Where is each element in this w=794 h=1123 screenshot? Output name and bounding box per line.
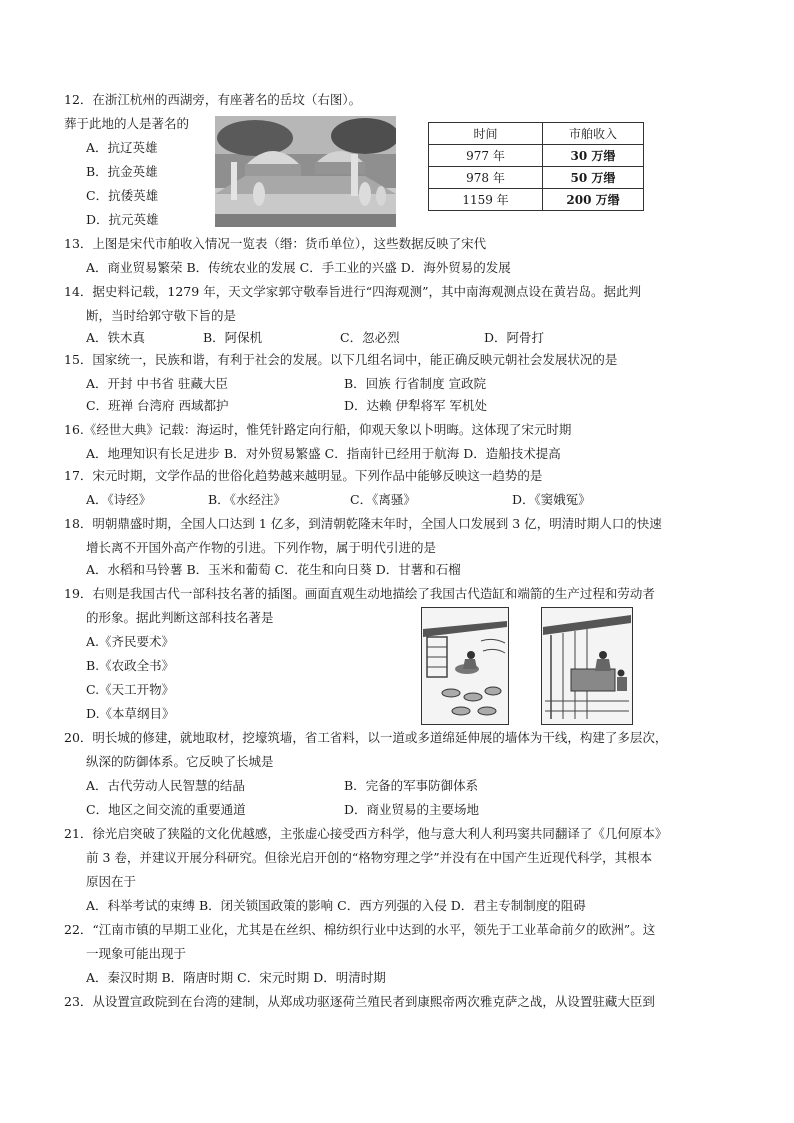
q19-stem-2: 的形象。据此判断这部科技名著是 [86, 610, 274, 625]
q23-stem: 23．从设置宣政院到在台湾的建制，从郑成功驱逐荷兰殖民者到康熙帝两次雅克萨之战，从设置驻藏大臣到 [64, 994, 655, 1009]
q21-stem-3: 原因在于 [86, 874, 137, 889]
q19-option-b: B.《农政全书》 [86, 658, 175, 673]
q17-option-d: D．《窦娥冤》 [512, 492, 591, 507]
cell-revenue: 50 万缗 [543, 167, 644, 189]
q19-option-a: A.《齐民要术》 [86, 634, 175, 649]
q22-options: A．秦汉时期 B．隋唐时期 C．宋元时期 D．明清时期 [86, 970, 386, 985]
q12-option-a: A．抗辽英雄 [86, 140, 158, 155]
q14-stem: 14．据史料记载，1279 年，天文学家郭守敬奉旨进行“四海观测”，其中南海观测点设在黄岩岛。据此判 [64, 284, 641, 299]
q20-option-b: B．完备的军事防御体系 [344, 778, 479, 793]
q17-stem: 17．宋元时期，文学作品的世俗化趋势越来越明显。下列作品中能够反映这一趋势的是 [64, 468, 543, 483]
q14-stem-2: 断，当时给郭守敬下旨的是 [86, 308, 237, 323]
q13-options: A．商业贸易繁荣 B．传统农业的发展 C．手工业的兴盛 D．海外贸易的发展 [86, 260, 511, 275]
q20-option-a: A．古代劳动人民智慧的结晶 [86, 778, 246, 793]
cell-year: 1159 年 [429, 189, 543, 211]
q22-stem-2: 一现象可能出现于 [86, 946, 187, 961]
q16-stem: 16.《经世大典》记载：海运时，惟凭针路定向行船，仰观天象以卜明晦。这体现了宋元时期 [64, 422, 572, 437]
table-header-row [429, 123, 644, 145]
q15-option-c: C．班禅 台湾府 西域都护 [86, 398, 229, 413]
q14-option-a: A．铁木真 [86, 330, 146, 345]
cell-revenue: 200 万缗 [543, 189, 644, 211]
table-row [429, 189, 644, 211]
q12-option-c: C．抗倭英雄 [86, 188, 159, 203]
q21-stem: 21．徐光启突破了狭隘的文化优越感，主张虚心接受西方科学，他与意大利人利玛窦共同翻译了《几何原本》 [64, 826, 668, 841]
revenue-table [428, 122, 644, 211]
q14-option-d: D．阿骨打 [484, 330, 545, 345]
q20-option-d: D．商业贸易的主要场地 [344, 802, 480, 817]
header-revenue: 市舶收入 [543, 123, 644, 145]
q22-stem: 22．“江南市镇的早期工业化，尤其是在丝织、棉纺织行业中达到的水平，领先于工业革命前夕的欧洲”。这 [64, 922, 656, 937]
q14-option-b: B．阿保机 [203, 330, 263, 345]
workshop-illustration [541, 607, 633, 725]
q13-stem: 13．上图是宋代市舶收入情况一览表（缗：货币单位），这些数据反映了宋代 [64, 236, 487, 251]
q16-options: A．地理知识有长足进步 B．对外贸易繁盛 C．指南针已经用于航海 D．造船技术提高 [86, 446, 561, 461]
q21-stem-2: 前 3 卷，并建议开展分科研究。但徐光启开创的“格物穷理之学”并没有在中国产生近现代科学，其根本 [86, 850, 653, 865]
q17-option-b: B．《水经注》 [208, 492, 286, 507]
q19-option-d: D.《本草纲目》 [86, 706, 175, 721]
q12-option-d: D．抗元英雄 [86, 212, 159, 227]
q17-option-c: C．《离骚》 [350, 492, 416, 507]
q15-option-d: D．达赖 伊犁将军 军机处 [344, 398, 487, 413]
cell-revenue: 30 万缗 [543, 145, 644, 167]
q20-stem: 20．明长城的修建，就地取材，挖壕筑墙，省工省料，以一道或多道绵延伸展的墙体为干线，构建了多层次， [64, 730, 668, 745]
cell-year: 977 年 [429, 145, 543, 167]
cell-year: 978 年 [429, 167, 543, 189]
q20-stem-2: 纵深的防御体系。它反映了长城是 [86, 754, 274, 769]
q18-stem: 18．明朝鼎盛时期，全国人口达到 1 亿多，到清朝乾隆末年时，全国人口发展到 3 亿，明清时期人口的快速 [64, 516, 662, 531]
yue-tomb-photo [215, 116, 396, 227]
q18-options: A．水稻和马铃薯 B．玉米和葡萄 C．花生和向日葵 D．甘薯和石榴 [86, 562, 461, 577]
table-row [429, 167, 644, 189]
table-row [429, 145, 644, 167]
q19-option-c: C.《天工开物》 [86, 682, 175, 697]
q18-stem-2: 增长离不开国外高产作物的引进。下列作物，属于明代引进的是 [86, 540, 437, 555]
q14-option-c: C．忽必烈 [340, 330, 400, 345]
q17-option-a: A．《诗经》 [86, 492, 152, 507]
q12-stem-2: 葬于此地的人是著名的 [64, 116, 190, 131]
q12-option-b: B．抗金英雄 [86, 164, 158, 179]
q15-option-b: B．回族 行省制度 宣政院 [344, 376, 487, 391]
q15-stem: 15．国家统一，民族和谐，有利于社会的发展。以下几组名词中，能正确反映元朝社会发展状况的是 [64, 352, 618, 367]
q19-stem: 19．右则是我国古代一部科技名著的插图。画面直观生动地描绘了我国古代造缸和端箭的生产过程和劳动者 [64, 586, 655, 601]
q21-options: A．科举考试的束缚 B．闭关锁国政策的影响 C．西方列强的入侵 D．君主专制制度的阻碍 [86, 898, 586, 913]
header-time: 时间 [429, 123, 543, 145]
q15-option-a: A．开封 中书省 驻藏大臣 [86, 376, 228, 391]
q20-option-c: C．地区之间交流的重要通道 [86, 802, 246, 817]
pottery-making-illustration [421, 607, 509, 725]
q12-stem: 12．在浙江杭州的西湖旁，有座著名的岳坟（右图）。 [64, 92, 362, 107]
